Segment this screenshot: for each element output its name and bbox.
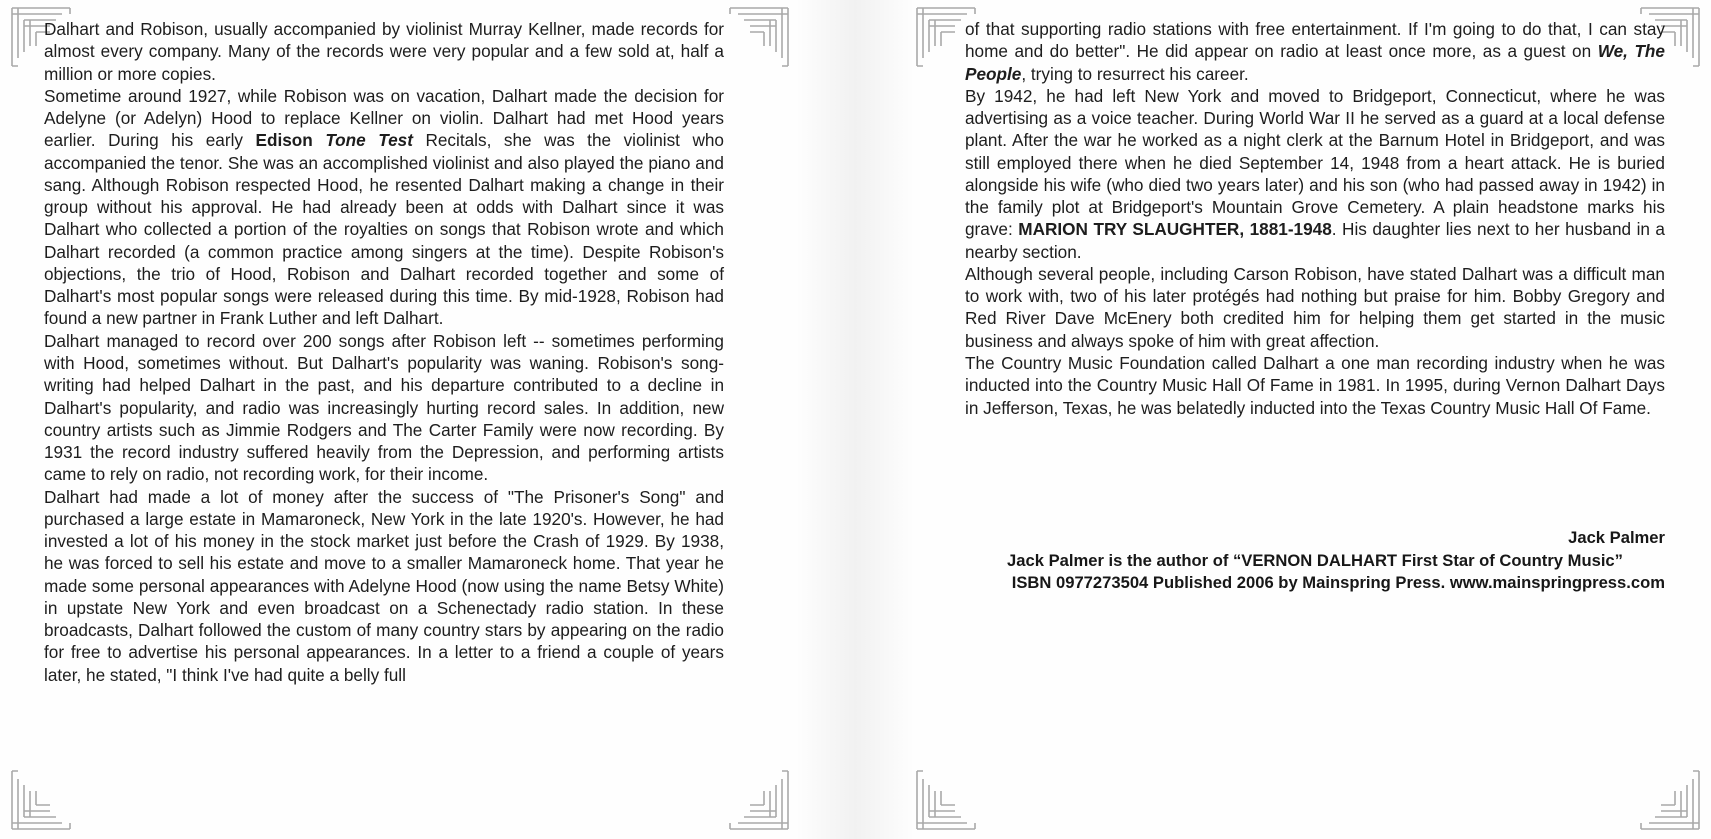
left-page xyxy=(0,0,800,839)
colophon xyxy=(965,527,1665,594)
paragraph xyxy=(965,352,1665,419)
book-gutter xyxy=(795,0,915,839)
right-page-text-column xyxy=(965,18,1665,419)
text-run: Recitals, she was the violinist who accompanied the tenor. She was an accomplished violinist and also played the piano and sang. Although Robison respected Hood, he resented Dalhart making a change in their group without his approval. He had already been at odds with Dalhart since it was Dalhart who collected a portion of the royalties on songs that Robison wrote and which Dalhart recorded (a common practice among singers at the time). Despite Robison's objections, the trio of Hood, Robison and Dalhart recorded together and some of Dalhart's most popular songs were released during this time. By mid-1928, Robison had found a new partner in Frank Luther and left Dalhart. xyxy=(44,130,724,329)
corner-ornament-icon xyxy=(728,6,790,68)
colophon-line-book: Jack Palmer is the author of “VERNON DALHART First Star of Country Music” xyxy=(1007,551,1623,571)
text-run-bold-italic: We, The People xyxy=(965,41,1665,84)
paragraph xyxy=(965,85,1665,263)
corner-ornament-icon xyxy=(10,769,72,831)
text-run: By 1942, he had left New York and moved to Bridgeport, Connecticut, where he was advertising as a voice teacher. During World War II he served as a guard at a local defense plant. After the war he worked as a night clerk at the Barnum Hotel in Bridgeport, and was still employed there when he died September 14, 1948 from a heart attack. He is buried alongside his wife (who died two years later) and his son (who had passed away in 1942) in the family plot at Bridgeport's Mountain Grove Cemetery. A plain headstone marks his grave: xyxy=(965,85,1665,240)
right-page xyxy=(905,0,1711,839)
text-run: The Country Music Foundation called Dalhart a one man recording industry when he was inducted into the Country Music Hall Of Fame in 1981. In 1995, during Vernon Dalhart Days in Jefferson, Texas, he was belatedly inducted into the Texas Country Music Hall Of Fame. xyxy=(965,352,1665,418)
left-page-text-column xyxy=(44,18,724,686)
paragraph xyxy=(965,18,1665,85)
colophon-line-isbn: ISBN 0977273504 Published 2006 by Mainspring Press. www.mainspringpress.com xyxy=(1011,573,1665,593)
text-run: of that supporting radio stations with free entertainment. If I'm going to do that, I can stay home and do better". He did appear on radio at least once more, as a guest on xyxy=(965,19,1665,62)
corner-ornament-icon xyxy=(915,769,977,831)
text-run-bold: Edison xyxy=(255,130,326,151)
text-run: Dalhart managed to record over 200 songs after Robison left -- sometimes performing with Hood, sometimes without. But Dalhart's popularity was waning. Robison's song-writing had helped Dalhart in the past, and his departure contributed to a decline in Dalhart's popularity, and radio was increasingly hurting record sales. In addition, new country artists such as Jimmie Rodgers and The Carter Family were now recording. By 1931 the record industry suffered heavily from the Depression, and performing artists came to rely on radio, not recording work, for their income. xyxy=(44,330,724,485)
author-name: Jack Palmer xyxy=(1568,528,1665,547)
text-run: Dalhart and Robison, usually accompanied by violinist Murray Kellner, made records for almost every company. Many of the records were very popular and a few sold at, half a million or more copies. xyxy=(44,19,724,84)
paragraph xyxy=(44,486,724,686)
paragraph xyxy=(44,85,724,330)
text-run: , trying to resurrect his career. xyxy=(1021,63,1249,84)
text-run: . His daughter lies next to her husband in a nearby section. xyxy=(965,219,1665,262)
paragraph xyxy=(44,330,724,486)
corner-ornament-icon xyxy=(728,769,790,831)
text-run: Although several people, including Carson Robison, have stated Dalhart was a difficult man to work with, two of his later protégés had nothing but praise for him. Bobby Gregory and Red River Dave McEnery both credited him for helping them get started in the music business and always spoke of him with great affection. xyxy=(965,263,1665,351)
text-run-bold-italic: Tone Test xyxy=(325,130,413,151)
paragraph xyxy=(44,18,724,85)
paragraph xyxy=(965,263,1665,352)
text-run-bold: MARION TRY SLAUGHTER, 1881-1948 xyxy=(1018,219,1332,240)
text-run: Dalhart had made a lot of money after the success of "The Prisoner's Song" and purchased a large estate in Mamaroneck, New York in the late 1920's. However, he had invested a lot of his money in the stock market just before the Crash of 1929. By 1938, he was forced to sell his estate and move to a smaller Mamaroneck home. That year he made some personal appearances with Adelyne Hood (now using the name Betsy White) in upstate New York and even broadcast on a Schenectady radio station. In these broadcasts, Dalhart followed the custom of many country stars by appearing on the radio for free to advertise his personal appearances. In a letter to a friend a couple of years later, he stated, "I think I've had quite a belly full xyxy=(44,486,724,685)
corner-ornament-icon xyxy=(1639,769,1701,831)
text-run: Sometime around 1927, while Robison was on vacation, Dalhart made the decision for Adelyne (or Adelyn) Hood to replace Kellner on violin. Dalhart had met Hood years earlier. During his early xyxy=(44,85,724,151)
